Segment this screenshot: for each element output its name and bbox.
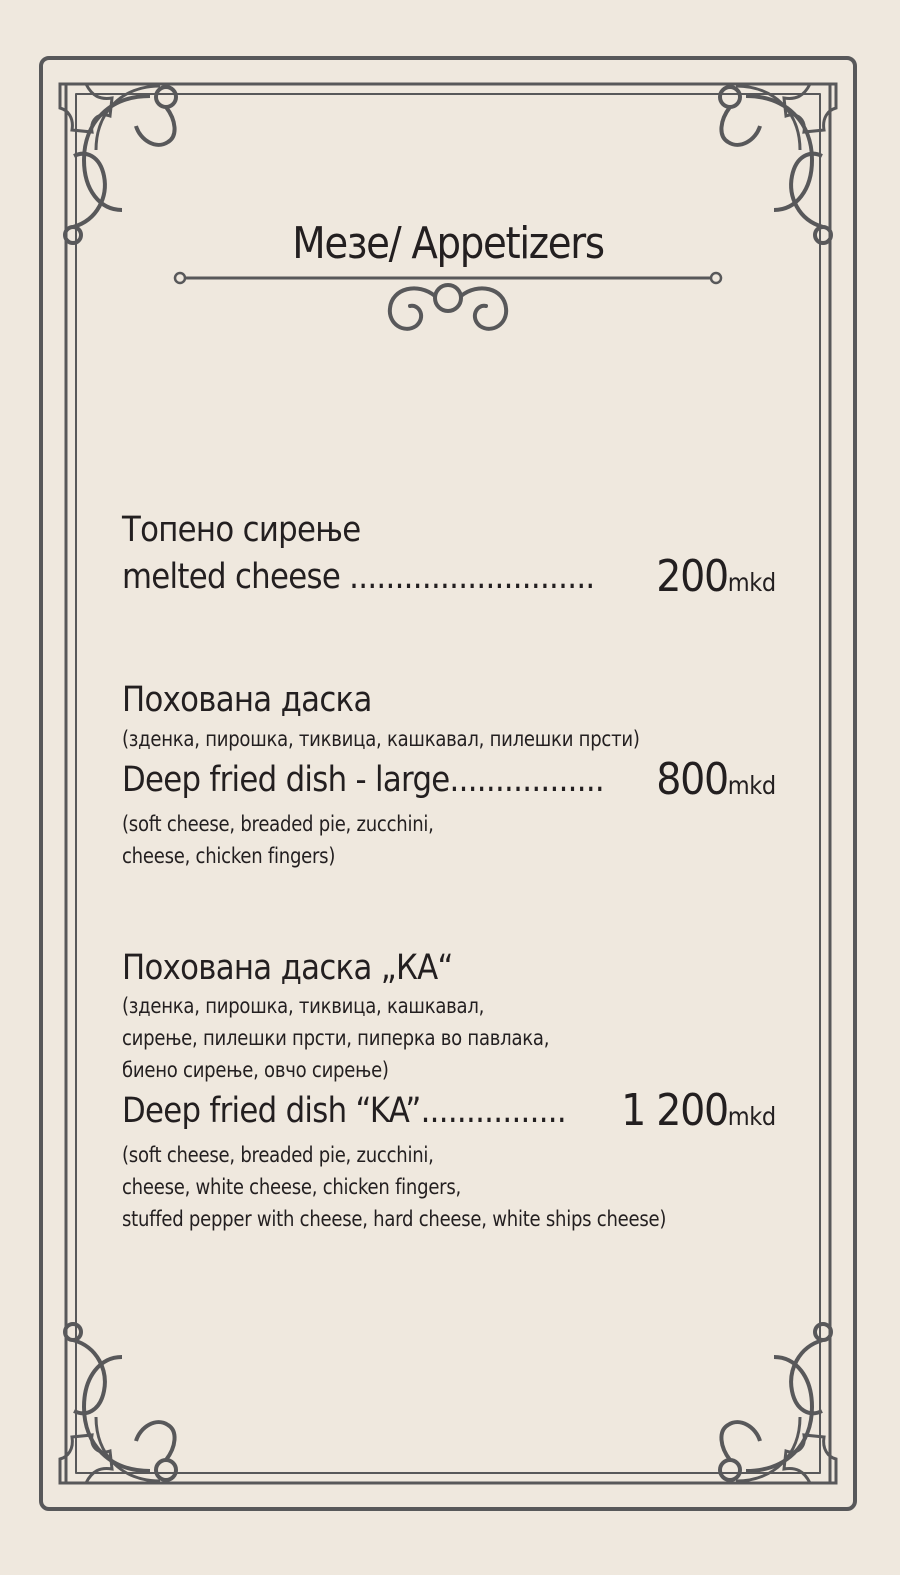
item-2-price: [657, 754, 776, 805]
item-3-desc-mk-line: сирење, пилешки прсти, пиперка во павлака,: [122, 1026, 550, 1050]
item-1-line: [122, 551, 782, 607]
item-3-line: [122, 1085, 782, 1141]
item-1-title: Топено сирење: [122, 510, 361, 550]
item-2-price-unit: mkd: [728, 771, 776, 800]
item-1-price-unit: mkd: [728, 568, 776, 597]
item-2-desc-en-line: (soft cheese, breaded pie, zucchini,: [122, 812, 434, 836]
item-2-name: Deep fried dish - large.................: [122, 760, 605, 800]
corner-ornament-bottom-right: [720, 1324, 836, 1483]
title-divider-ornament: [175, 273, 721, 329]
item-2-desc-mk-line: (зденка, пирошка, тиквица, кашкавал, пилешки прсти): [122, 727, 640, 751]
item-3-desc-en: [122, 1139, 666, 1235]
item-3-desc-en-line: cheese, white cheese, chicken fingers,: [122, 1175, 461, 1199]
item-3-price-unit: mkd: [728, 1102, 776, 1131]
item-2-desc-en-line: cheese, chicken fingers): [122, 844, 336, 868]
item-2-desc-mk: [122, 723, 640, 755]
item-2-title: Похована даска: [122, 680, 372, 720]
menu-title: Мезе/ Appetizers: [292, 218, 604, 269]
item-3-desc-en-line: stuffed pepper with cheese, hard cheese, white ships cheese): [122, 1207, 667, 1231]
item-3-name: Deep fried dish “KA”................: [122, 1091, 566, 1131]
corner-ornament-bottom-left: [60, 1324, 176, 1483]
item-1-price-amount: 200: [656, 551, 729, 602]
item-1-name: melted cheese ...........................: [122, 557, 595, 597]
item-2-price-amount: 800: [656, 754, 729, 805]
item-3-price-amount: 1 200: [621, 1085, 729, 1136]
item-3-title: Похована даска „КА“: [122, 948, 453, 988]
item-1-price: [657, 551, 776, 602]
item-3-desc-en-line: (soft cheese, breaded pie, zucchini,: [122, 1143, 434, 1167]
item-3-desc-mk-line: биено сирење, овчо сирење): [122, 1058, 389, 1082]
item-2-line: [122, 754, 782, 810]
item-3-desc-mk-line: (зденка, пирошка, тиквица, кашкавал,: [122, 994, 485, 1018]
item-2-desc-en: [122, 808, 434, 872]
item-3-price: [621, 1085, 776, 1136]
item-3-desc-mk: [122, 990, 549, 1086]
